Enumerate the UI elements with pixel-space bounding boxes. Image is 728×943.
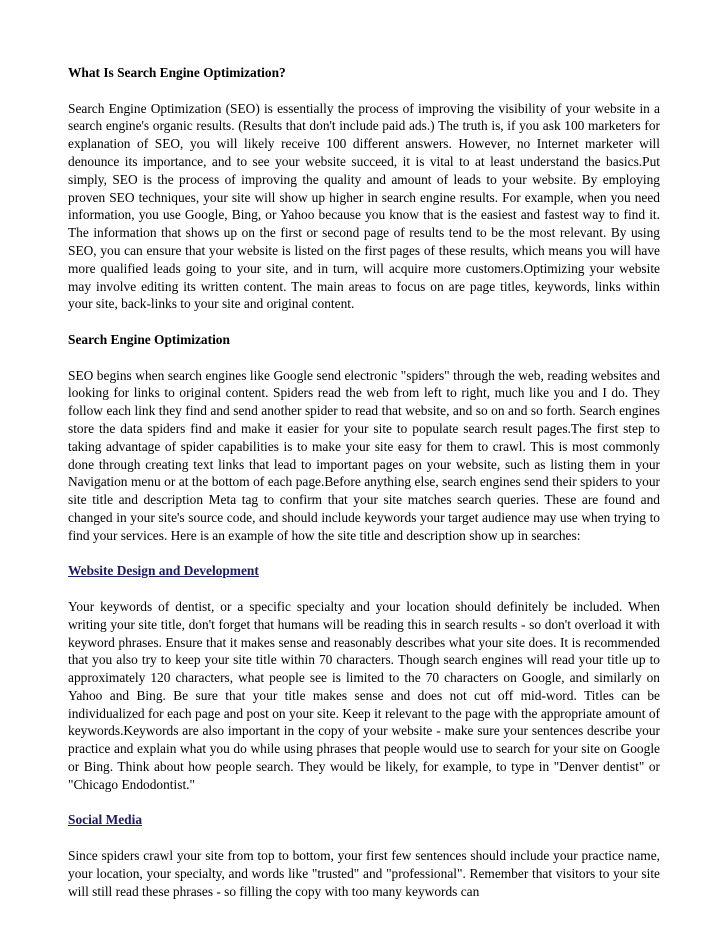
document-page	[68, 64, 660, 918]
link-website-design-and-development[interactable]: Website Design and Development	[68, 563, 259, 579]
link-social-media[interactable]: Social Media	[68, 812, 143, 828]
heading-what-is-seo: What Is Search Engine Optimization?	[68, 65, 286, 80]
paragraph-social-media: Since spiders crawl your site from top to bottom, your first few sentences should include your practice name, your location, your specialty, and words like "trusted" and "professional". Remember that visitors to your site will still read these phrases - so filling the copy with too many keywords can	[68, 848, 660, 899]
heading-search-engine-optimization: Search Engine Optimization	[68, 331, 230, 347]
paragraph-search-engine-optimization: SEO begins when search engines like Google send electronic "spiders" through the web, reading websites and looking for links to original content. Spiders read the web from left to right, much like you and I do. They follow each link they find and send another spider to read that website, and so on and so forth. Search engines store the data spiders find and make it easier for your site to populate search result pages.The first step to taking advantage of spider capabilities is to make your site easy for them to crawl. This is most commonly done through creating text links that lead to important pages on your website, such as listing them in your Navigation menu or at the bottom of each page.Before anything else, search engines send their spiders to your site title and description Meta tag to confirm that your site matches search queries. These are found and changed in your site's source code, and should include keywords your target audience may use when trying to find your services. Here is an example of how the site title and description show up in searches:	[68, 367, 660, 543]
paragraph-website-design: Your keywords of dentist, or a specific specialty and your location should definitely be included. When writing your site title, don't forget that humans will be reading this in search results - so don't overload it with keyword phrases. Ensure that it makes sense and reasonably describes what your site does. It is recommended that you also try to keep your site title within 70 characters. Though search engines will read your title up to approximately 120 characters, what people see is limited to the 70 characters on Google, and similarly on Yahoo and Bing. Be sure that your title makes sense and does not cut off mid-word. Titles can be individualized for each page and post on your site. Keep it relevant to the page with the appropriate amount of keywords.Keywords are also important in the copy of your website - make sure your sentences describe your practice and explain what you do while using phrases that people would use to search for your site on Google or Bing. Think about how people search. They would be likely, for example, to type in "Denver dentist" or "Chicago Endodontist."	[68, 598, 660, 792]
paragraph-what-is-seo: Search Engine Optimization (SEO) is essentially the process of improving the visibility of your website in a search engine's organic results. (Results that don't include paid ads.) The truth is, if you ask 100 marketers for explanation of SEO, you will likely receive 100 different answers. However, no Internet marketer will denounce its importance, and to see your website succeed, it is vital to at least understand the basics.Put simply, SEO is the process of improving the quality and amount of leads to your website. By employing proven SEO techniques, your site will show up higher in search engine results. For example, when you need information, you use Google, Bing, or Yahoo because you know that is the easiest and fastest way to find it. The information that shows up on the first or second page of results tend to be the most relevant. By using SEO, you can ensure that your website is listed on the first pages of these results, which means you will have more qualified leads going to your site, and in turn, will acquire more customers.Optimizing your website may involve editing its written content. The main areas to focus on are page titles, keywords, links within your site, back-links to your site and original content.	[68, 100, 660, 312]
